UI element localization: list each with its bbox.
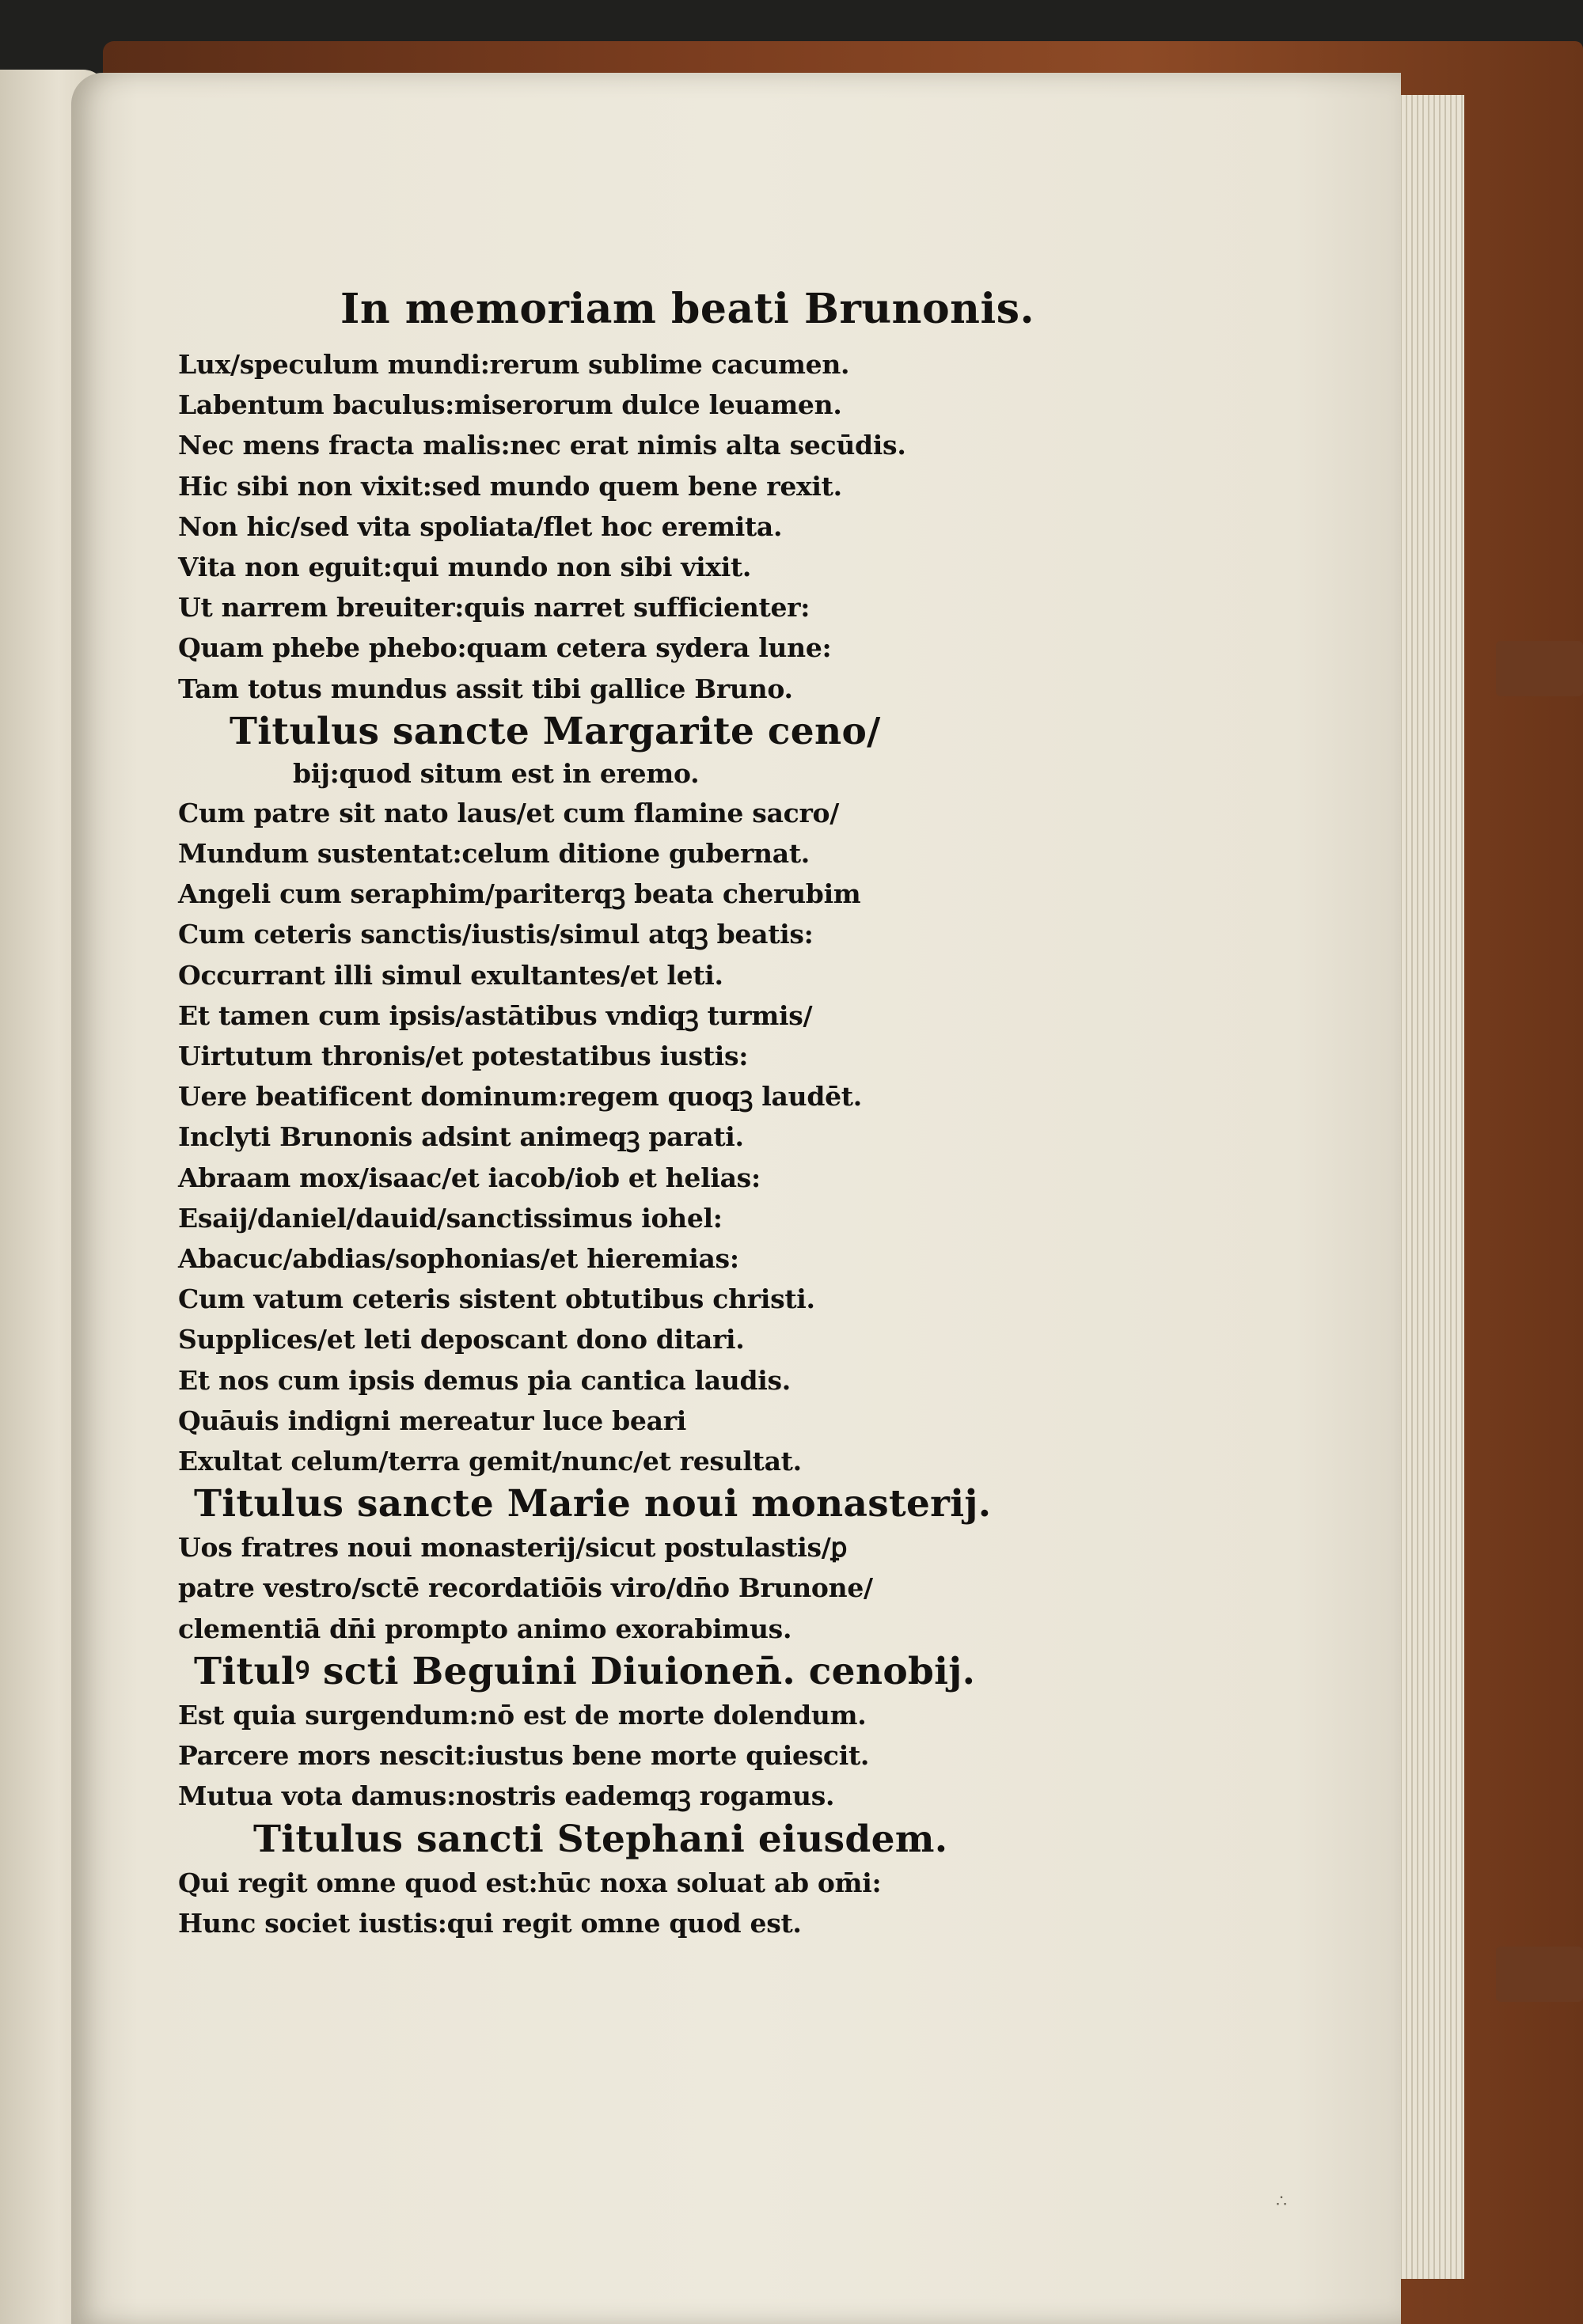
section-title-margarite: Titulus sancte Margarite ceno/ [230,709,881,753]
text-line: Ut narrem breuiter:quis narret sufficienter: [178,592,810,624]
text-line: Tam totus mundus assit tibi gallice Bruno. [178,673,793,704]
text-line: Hic sibi non vixit:sed mundo quem bene rexit. [178,470,842,502]
text-line: patre vestro/sctē recordatiōis viro/dn̄o Brunone/ [178,1572,873,1604]
verse-block-2 [178,793,1128,1481]
page-heading: In memoriam beati Brunonis. [340,285,1035,333]
show-through-text [1100,356,1385,1820]
text-line: Mundum sustentat:celum ditione gubernat. [178,838,810,870]
text-line: Abacuc/abdias/sophonias/et hieremias: [178,1243,739,1275]
text-line: Lux/speculum mundi:rerum sublime cacumen. [178,349,850,380]
text-line: Non hic/sed vita spoliata/flet hoc eremita. [178,510,783,542]
text-line: Mutua vota damus:nostris eademqꝫ rogamus. [178,1780,835,1812]
clasp-strap-bottom [1496,1947,1583,2002]
text-line: Supplices/et leti deposcant dono ditari. [178,1324,745,1355]
section-title-beguini: Titulꝰ scti Beguini Diuionen̄. cenobij. [194,1649,976,1693]
text-line: Inclyti Brunonis adsint animeqꝫ parati. [178,1121,744,1153]
text-line: Uere beatificent dominum:regem quoqꝫ laudēt. [178,1081,862,1113]
text-line: Qui regit omne quod est:hūc noxa soluat ab om̄i: [178,1867,882,1898]
main-text [178,285,1128,1943]
page-smudge: ∴ [1276,2192,1287,2212]
text-line: Cum patre sit nato laus/et cum flamine sacro/ [178,797,840,828]
verse-block-1 [178,344,1128,709]
text-line: Exultat celum/terra gemit/nunc/et resultat. [178,1446,802,1477]
text-line: Uirtutum thronis/et potestatibus iustis: [178,1041,749,1072]
text-line: Esaij/daniel/dauid/sanctissimus iohel: [178,1202,723,1234]
text-line: Uos fratres noui monasterij/sicut postulastis/ꝑ [178,1532,848,1564]
text-line: Vita non eguit:qui mundo non sibi vixit. [178,552,752,583]
text-line: Hunc societ iustis:qui regit omne quod est. [178,1907,802,1939]
clasp-strap-top [1496,641,1583,696]
section-title-continuation: bij:quod situm est in eremo. [293,757,700,789]
text-line: Abraam mox/isaac/et iacob/iob et helias: [178,1162,761,1193]
text-line: Cum vatum ceteris sistent obtutibus christi. [178,1283,815,1315]
prose-block-3 [178,1527,1128,1649]
text-line: Cum ceteris sanctis/iustis/simul atqꝫ beatis: [178,919,814,950]
verse-block-5 [178,1863,1128,1943]
text-line: Parcere mors nescit:iustus bene morte quiescit. [178,1740,870,1772]
text-line: Est quia surgendum:nō est de morte dolendum. [178,1699,867,1731]
text-line: Quāuis indigni mereatur luce beari [178,1405,687,1436]
text-line: clementiā dn̄i prompto animo exorabimus. [178,1613,792,1644]
text-line: Et tamen cum ipsis/astātibus vndiqꝫ turmis/ [178,999,813,1031]
section-title-marie: Titulus sancte Marie noui monasterij. [194,1482,992,1526]
text-line: Et nos cum ipsis demus pia cantica laudis. [178,1364,791,1396]
text-line: Labentum baculus:miserorum dulce leuamen. [178,389,842,421]
section-title-stephani: Titulus sancti Stephani eiusdem. [253,1817,948,1861]
text-line: Nec mens fracta malis:nec erat nimis alta secūdis. [178,430,906,461]
text-line: Angeli cum seraphim/pariterqꝫ beata cherubim [178,878,861,910]
text-line: Quam phebe phebo:quam cetera sydera lune: [178,632,832,664]
text-line: Occurrant illi simul exultantes/et leti. [178,959,723,991]
verse-block-4 [178,1695,1128,1817]
